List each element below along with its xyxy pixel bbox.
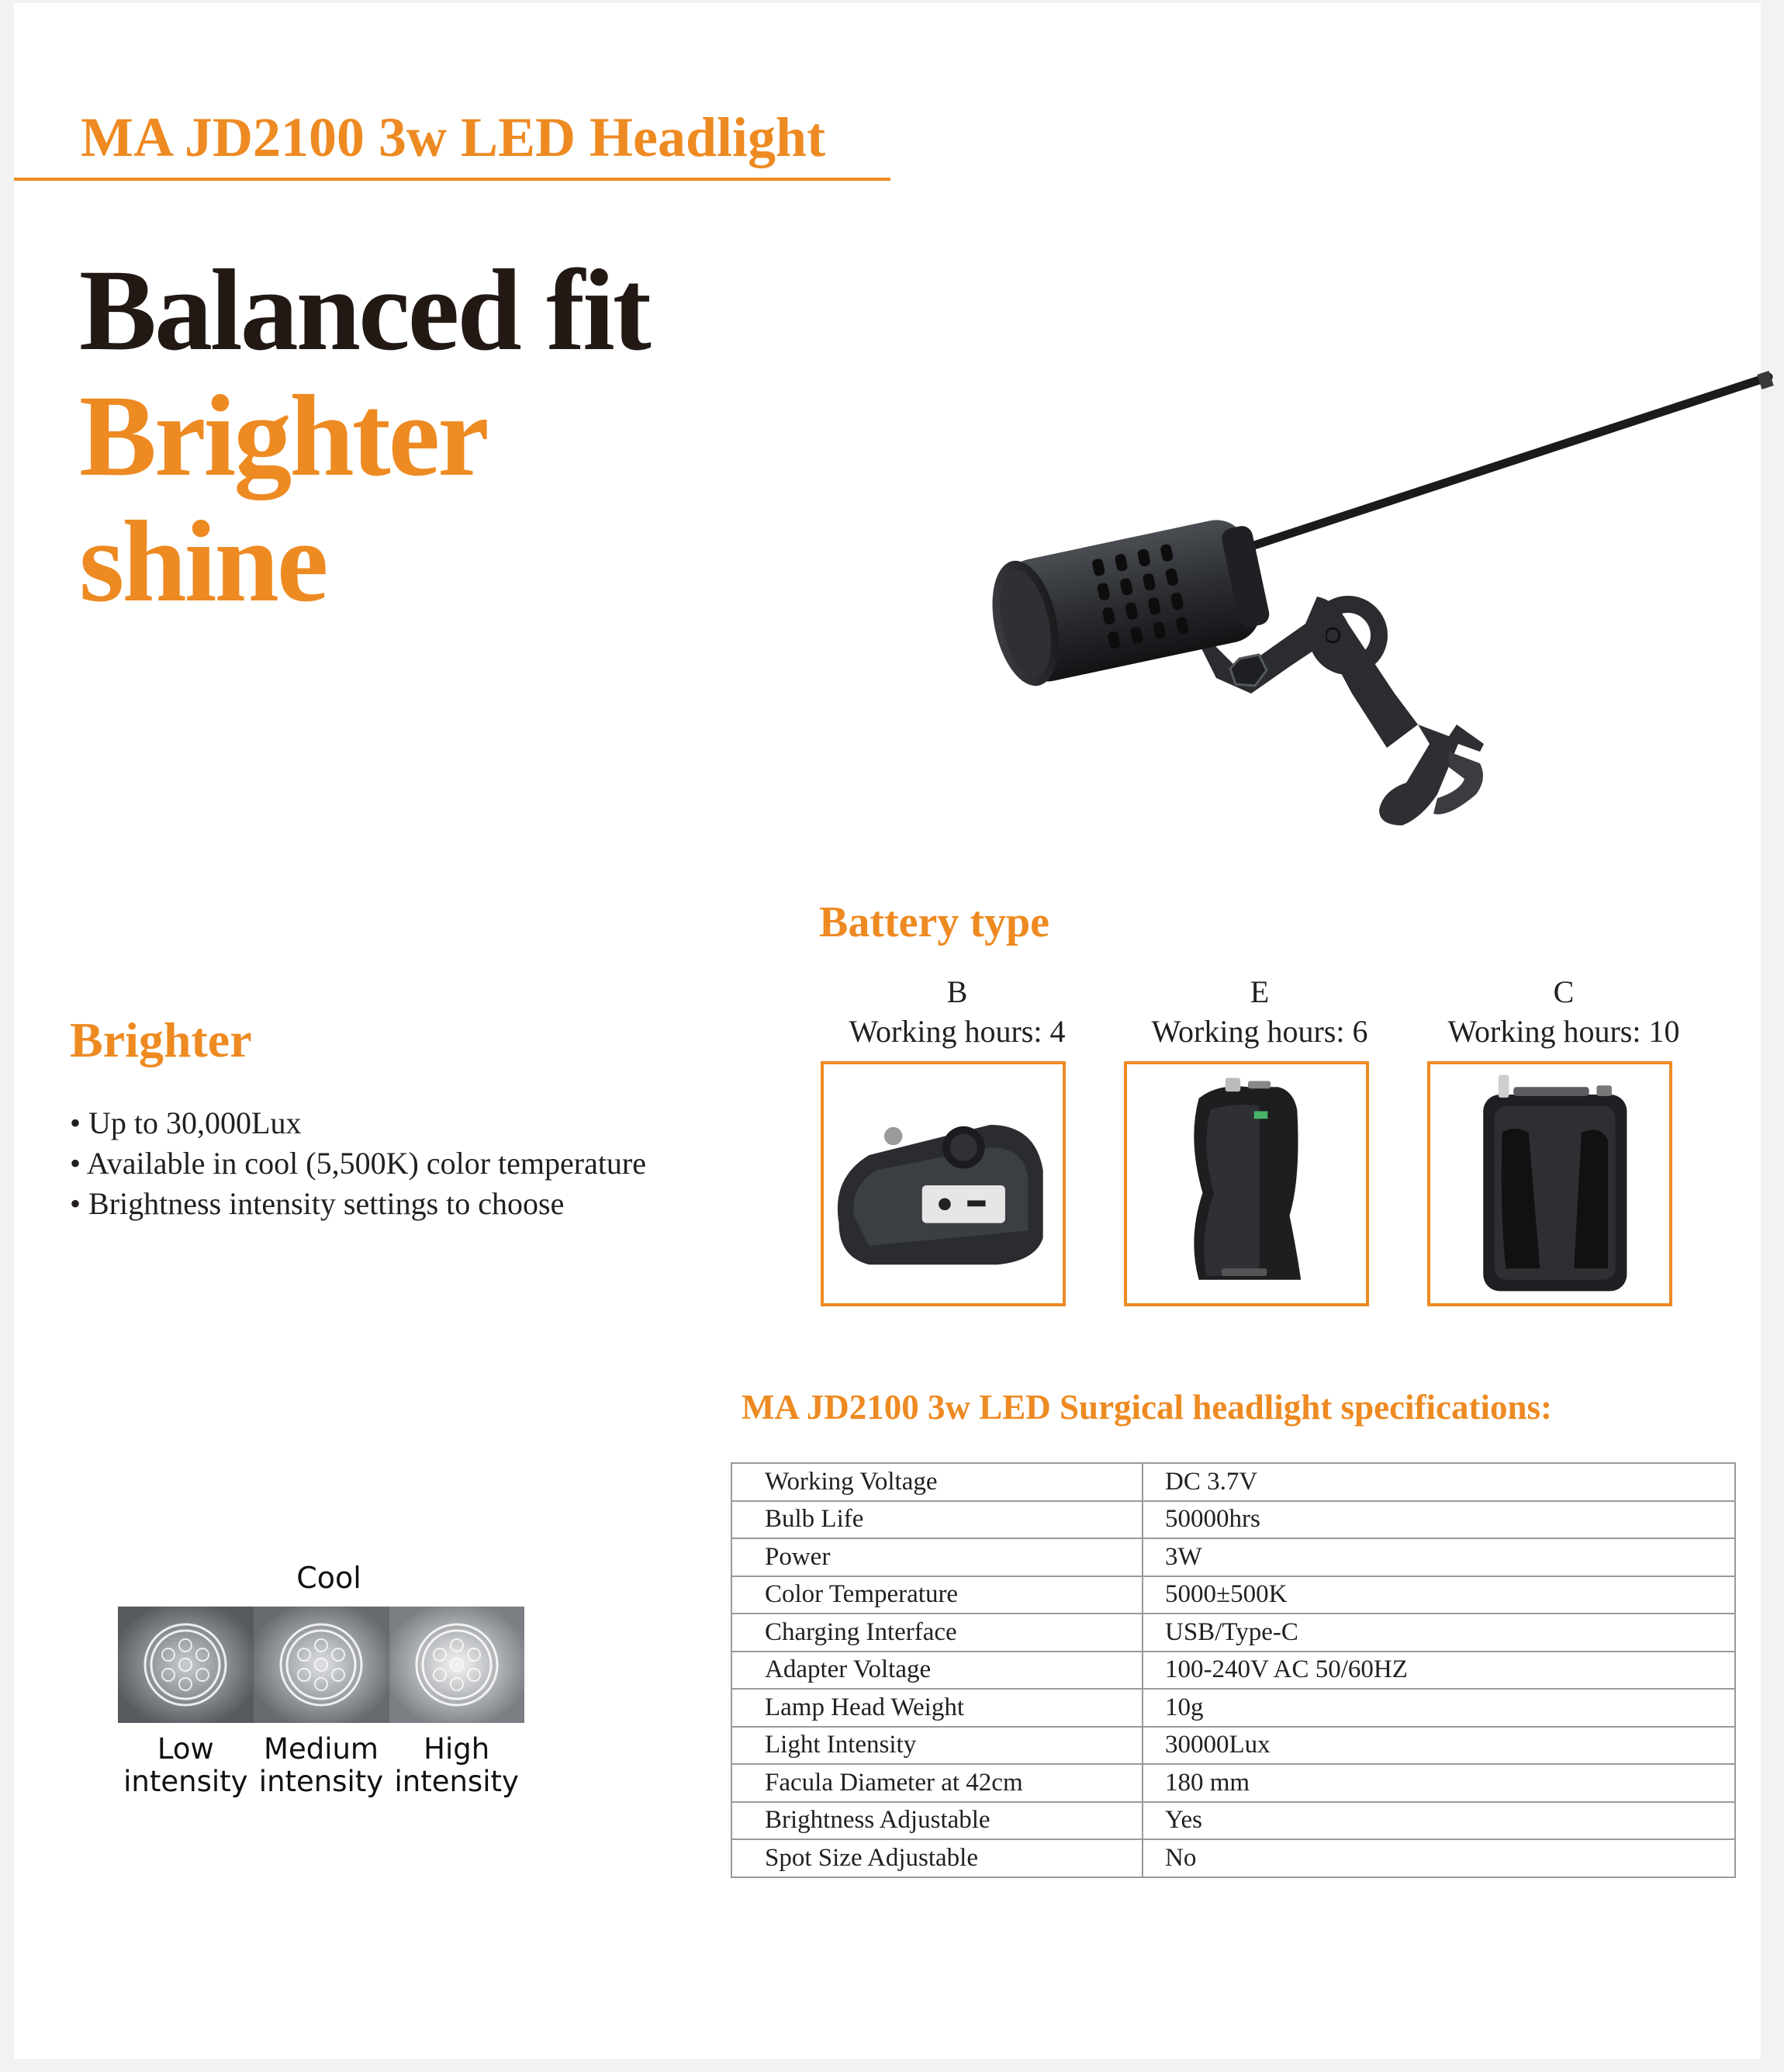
spec-label: Brightness Adjustable bbox=[731, 1802, 1143, 1840]
spec-value: 10g bbox=[1143, 1689, 1735, 1727]
spec-value: 100-240V AC 50/60HZ bbox=[1143, 1652, 1735, 1690]
battery-c-image bbox=[1427, 1061, 1672, 1306]
feature-list bbox=[70, 1103, 646, 1224]
battery-hours: Working hours: 6 bbox=[1151, 1014, 1368, 1049]
feature-item: • Brightness intensity settings to choose bbox=[70, 1184, 646, 1224]
brighter-heading: Brighter bbox=[70, 1012, 252, 1067]
spec-label: Light Intensity bbox=[731, 1727, 1143, 1765]
specifications-table bbox=[731, 1462, 1736, 1878]
intensity-medium: Medium intensity bbox=[258, 1732, 384, 1798]
hero-heading bbox=[79, 247, 649, 624]
product-title: MA JD2100 3w LED Headlight bbox=[81, 106, 826, 168]
table-row bbox=[731, 1839, 1735, 1877]
product-page bbox=[14, 3, 1761, 2059]
battery-letter: C bbox=[1553, 974, 1575, 1009]
feature-item: • Available in cool (5,500K) color temperature bbox=[70, 1143, 646, 1184]
spec-value: DC 3.7V bbox=[1143, 1463, 1735, 1501]
spec-value: 180 mm bbox=[1143, 1764, 1735, 1802]
table-row bbox=[731, 1538, 1735, 1576]
intensity-preview-strip bbox=[118, 1607, 524, 1723]
spec-label: Power bbox=[731, 1538, 1143, 1576]
spec-value: 5000±500K bbox=[1143, 1576, 1735, 1614]
spec-value: 3W bbox=[1143, 1538, 1735, 1576]
table-row bbox=[731, 1501, 1735, 1539]
spec-label: Facula Diameter at 42cm bbox=[731, 1764, 1143, 1802]
table-row bbox=[731, 1614, 1735, 1652]
spec-value: 30000Lux bbox=[1143, 1727, 1735, 1765]
battery-letter: B bbox=[946, 974, 968, 1009]
feature-item: • Up to 30,000Lux bbox=[70, 1103, 646, 1143]
table-row bbox=[731, 1727, 1735, 1765]
battery-b-caption bbox=[833, 973, 1081, 1052]
hero-line-1: Balanced fit bbox=[79, 246, 649, 375]
table-row bbox=[731, 1802, 1735, 1840]
battery-e-caption bbox=[1136, 973, 1384, 1052]
intensity-low: Low intensity bbox=[123, 1732, 248, 1798]
table-row bbox=[731, 1576, 1735, 1614]
spec-value: USB/Type-C bbox=[1143, 1614, 1735, 1652]
battery-b-image bbox=[821, 1061, 1066, 1306]
battery-e-image bbox=[1124, 1061, 1369, 1306]
spec-label: Adapter Voltage bbox=[731, 1652, 1143, 1690]
battery-letter: E bbox=[1250, 974, 1270, 1009]
headlight-product-image bbox=[984, 360, 1775, 872]
battery-type-heading: Battery type bbox=[819, 898, 1050, 946]
spec-value: No bbox=[1143, 1839, 1735, 1877]
table-row bbox=[731, 1689, 1735, 1727]
spec-label: Lamp Head Weight bbox=[731, 1689, 1143, 1727]
spec-label: Color Temperature bbox=[731, 1576, 1143, 1614]
cool-label: Cool bbox=[296, 1561, 361, 1595]
spec-label: Charging Interface bbox=[731, 1614, 1143, 1652]
intensity-high: High intensity bbox=[394, 1732, 519, 1798]
specifications-heading: MA JD2100 3w LED Surgical headlight specifications: bbox=[742, 1388, 1553, 1427]
hero-line-3: shine bbox=[79, 497, 327, 626]
battery-hours: Working hours: 10 bbox=[1447, 1014, 1680, 1049]
intensity-labels bbox=[118, 1733, 524, 1798]
battery-hours: Working hours: 4 bbox=[849, 1014, 1066, 1049]
table-row bbox=[731, 1652, 1735, 1690]
spec-value: Yes bbox=[1143, 1802, 1735, 1840]
spec-value: 50000hrs bbox=[1143, 1501, 1735, 1539]
spec-label: Spot Size Adjustable bbox=[731, 1839, 1143, 1877]
spec-label: Working Voltage bbox=[731, 1463, 1143, 1501]
table-row bbox=[731, 1764, 1735, 1802]
battery-c-caption bbox=[1440, 973, 1688, 1052]
table-row bbox=[731, 1463, 1735, 1501]
hero-line-2: Brighter bbox=[79, 372, 487, 500]
title-underline bbox=[14, 178, 890, 181]
spec-label: Bulb Life bbox=[731, 1501, 1143, 1539]
